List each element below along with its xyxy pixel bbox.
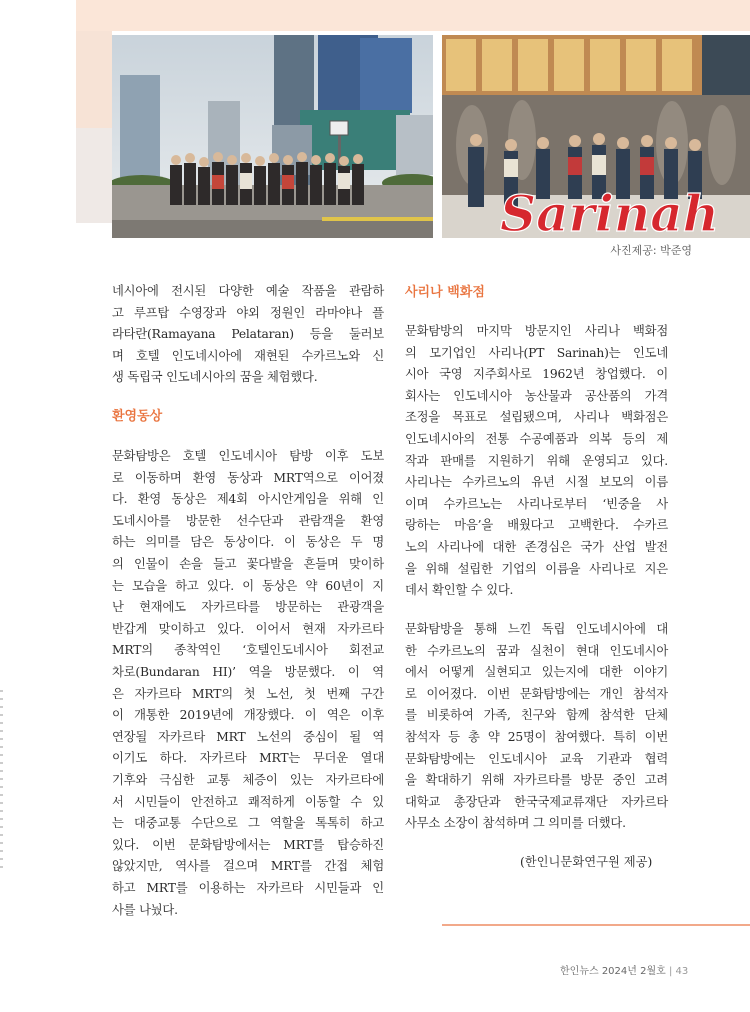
text-line: 랑하는 마음’을 배웠다고 고백한다. 수카르 — [405, 518, 668, 533]
text-line: 작과 판매를 지원하기 위해 운영되고 있다. — [405, 453, 668, 468]
photo-sarinah — [442, 35, 750, 238]
text-line: 를 비롯하여 가족, 친구와 함께 참석한 단체 — [405, 708, 668, 723]
text-line: 은 자카르타 MRT의 첫 노선, 첫 번째 구간 — [112, 686, 384, 701]
text-line: 에서 어떻게 실현되고 있는지에 대한 이야기 — [405, 665, 668, 680]
text-line: 차로(Bundaran HI)’ 역을 방문했다. 이 역 — [112, 665, 384, 679]
text-line: 며 호텔 인도네시아에 재현된 수카르노와 신 — [112, 348, 384, 363]
text-line: 사리나는 수카르노의 유년 시절 보모의 이름 — [405, 475, 668, 490]
text-line: 하는 의미를 담은 동상이다. 이 동상은 두 명 — [112, 535, 384, 550]
text-line: 라타란(Ramayana Pelataran) 등을 둘러보 — [112, 327, 384, 342]
text-line: 의 인물이 손을 들고 꽃다발을 흔들며 맞이하 — [112, 557, 384, 571]
text-line: 참석자 등 총 약 25명이 참여했다. 특히 이번 — [405, 730, 668, 744]
text-line: 을 위해 설립한 기업의 이름을 사리나로 지은 — [405, 561, 668, 576]
text-line: 한 수카르노의 꿈과 실천이 현대 인도네시아 — [405, 643, 668, 658]
sarinah-logo-text: Sarinah — [500, 184, 719, 238]
text-line: MRT의 종착역인 ‘호텔인도네시아 회전교 — [112, 643, 384, 658]
text-line: 데서 확인할 수 있다. — [405, 583, 514, 598]
text-line: 연장될 자카르타 MRT 노선의 중심이 될 역 — [112, 729, 384, 744]
text-line: 있다. 이번 문화탐방에서는 MRT를 탑승하진 — [112, 837, 384, 852]
text-line: 사를 나눴다. — [112, 902, 178, 917]
text-line: 네시아에 전시된 다양한 예술 작품을 관람하 — [112, 284, 384, 298]
text-line: 문화탐방의 마지막 방문지인 사리나 백화점 — [405, 324, 668, 338]
text-line: 로 이동하며 환영 동상과 MRT역으로 이어졌 — [112, 470, 384, 485]
text-line: 반갑게 맞이하고 있다. 이어서 현재 자카르타 — [112, 621, 384, 636]
page-footer — [560, 962, 688, 977]
text-line: 이며 수카르노는 사리나로부터 ‘빈중을 사 — [405, 496, 668, 511]
text-line: 않았지만, 역사를 걸으며 MRT를 간접 체험 — [112, 859, 384, 874]
section-heading: 사리나 백화점 — [405, 285, 485, 300]
footer-rule — [442, 924, 750, 926]
text-line: 회사는 인도네시아 농산물과 공산품의 가격 — [405, 388, 668, 403]
footer-separator: | — [668, 966, 673, 977]
text-line: 대학교 총장단과 한국국제교류재단 자카르타 — [405, 794, 668, 809]
photo-welcome-monument — [112, 35, 433, 238]
top-color-band — [76, 0, 750, 31]
text-line: 고 루프탑 수영장과 야외 정원인 라마야나 플 — [112, 305, 384, 320]
text-line: 이 개통한 2019년에 개장했다. 이 역은 이후 — [112, 708, 384, 723]
text-line: 을 확대하기 위해 자카르타를 방문 중인 고려 — [405, 773, 668, 788]
section-heading: 환영동상 — [112, 409, 163, 424]
text-line: 기후와 극심한 교통 체증이 있는 자카르타에 — [112, 773, 384, 787]
text-line: 조정을 목표로 설립됐으며, 사리나 백화점은 — [405, 410, 668, 425]
text-line: 하고 MRT를 이용하는 자카르타 시민들과 인 — [112, 881, 384, 895]
text-line: 도네시아를 방문한 선수단과 관람객을 환영 — [112, 513, 384, 528]
text-line: 는 모습을 하고 있다. 이 동상은 약 60년이 지 — [112, 578, 384, 593]
text-line: 시아 국영 지주회사로 1962년 창업했다. 이 — [405, 367, 668, 382]
text-line: 의 모기업인 사리나(PT Sarinah)는 인도네 — [405, 345, 668, 360]
text-line: 로 이어졌다. 이번 문화탐방에는 개인 참석자 — [405, 686, 668, 701]
text-line: 는 대중교통 수단으로 그 역할을 톡톡히 하고 — [112, 816, 384, 831]
text-line: 문화탐방을 통해 느낀 독립 인도네시아에 대 — [405, 622, 668, 636]
text-line: 다. 환영 동상은 제4회 아시안게임을 위해 인 — [112, 492, 384, 507]
text-line: 인도네시아의 전통 수공예품과 의복 등의 제 — [405, 432, 668, 446]
text-line: 사무소 소장이 참석하며 그 의미를 더했다. — [405, 816, 626, 831]
photo-caption: 사진제공: 박준영 — [610, 244, 692, 257]
article-credit: (한인니문화연구원 제공) — [520, 855, 653, 869]
text-line: 노의 사리나에 대한 존경심은 국가 산업 발전 — [405, 540, 668, 554]
text-line: 이기도 하다. 자카르타 MRT는 무더운 열대 — [112, 751, 384, 766]
page-number: 43 — [675, 966, 689, 977]
text-line: 난 현재에도 자카르타를 방문하는 관광객을 — [112, 600, 384, 615]
text-line: 서 시민들이 안전하고 쾌적하게 이동할 수 있 — [112, 794, 384, 809]
page-edge-marks — [0, 690, 3, 870]
side-thumbnail — [76, 128, 112, 223]
text-line: 문화탐방은 호텔 인도네시아 탐방 이후 도보 — [112, 449, 384, 463]
text-line: 생 독립국 인도네시아의 꿈을 체험했다. — [112, 370, 318, 385]
text-line: 문화탐방에는 인도네시아 교육 기관과 협력 — [405, 751, 668, 766]
publication-name: 한인뉴스 2024년 2월호 — [560, 966, 666, 977]
